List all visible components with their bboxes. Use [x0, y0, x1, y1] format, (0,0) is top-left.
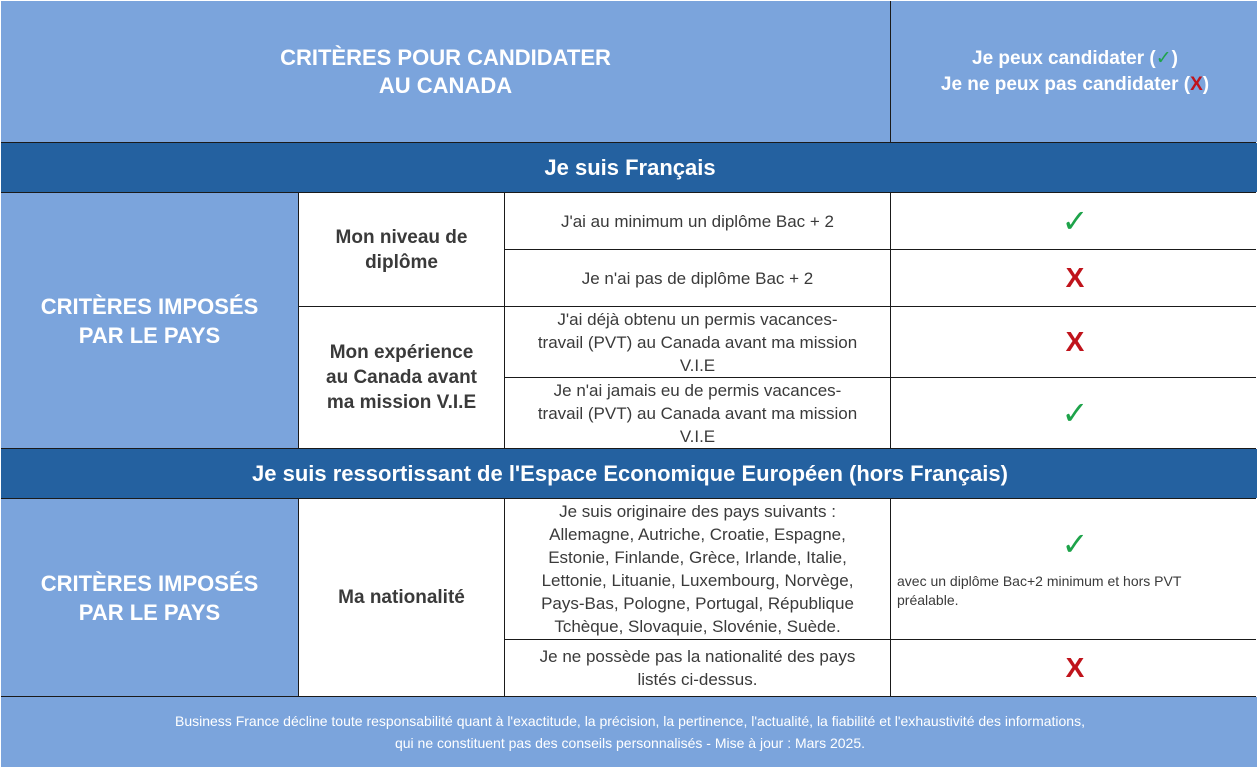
- result-diploma-yes: [891, 193, 1257, 249]
- result-diploma-no: [891, 250, 1257, 306]
- check-icon: ✓: [1061, 395, 1089, 431]
- table-title: [1, 1, 890, 142]
- option-diploma-no: Je n'ai pas de diplôme Bac + 2: [505, 250, 890, 306]
- cross-icon: X: [1065, 326, 1085, 357]
- criteria-table: [1, 1, 1256, 762]
- disclaimer-footer: Business France décline toute responsabilité quant à l'exactitude, la précision, la pertinence, l'actualité, la fiabilité et l'exhaustivité des informations, qui ne constituent pas des conseils personnalisés - Mise à jour : Mars 2025.: [1, 697, 1257, 767]
- check-icon: ✓: [1061, 203, 1089, 239]
- option-pvt-never: Je n'ai jamais eu de permis vacances- travail (PVT) au Canada avant ma mission V.I.E: [505, 378, 890, 448]
- legend-yes: Je peux candidater (✓): [972, 47, 1178, 69]
- side-label-country-criteria-eea: CRITÈRES IMPOSÉS PAR LE PAYS: [1, 499, 298, 696]
- criterion-nationality: Ma nationalité: [299, 499, 504, 696]
- section-heading-eea: Je suis ressortissant de l'Espace Economique Européen (hors Français): [1, 449, 1257, 498]
- table-title-line1: CRITÈRES POUR CANDIDATER: [280, 44, 611, 70]
- cross-icon: X: [1065, 262, 1085, 293]
- result-eligible-countries: [891, 499, 1257, 639]
- result-pvt-never: [891, 378, 1257, 448]
- cross-icon: X: [1190, 73, 1203, 95]
- option-other-nationality: Je ne possède pas la nationalité des pays listés ci-dessus.: [505, 640, 890, 696]
- legend: [891, 1, 1257, 142]
- cross-icon: X: [1065, 652, 1085, 683]
- option-pvt-obtained: J'ai déjà obtenu un permis vacances- travail (PVT) au Canada avant ma mission V.I.E: [505, 307, 890, 377]
- criterion-diploma: Mon niveau de diplôme: [299, 193, 504, 306]
- criterion-experience: Mon expérience au Canada avant ma mission V.I.E: [299, 307, 504, 448]
- section-heading-french: Je suis Français: [1, 143, 1257, 192]
- check-icon: ✓: [1061, 526, 1089, 562]
- side-label-country-criteria: CRITÈRES IMPOSÉS PAR LE PAYS: [1, 193, 298, 448]
- check-icon: ✓: [1155, 47, 1172, 69]
- option-eligible-countries: Je suis originaire des pays suivants : Allemagne, Autriche, Croatie, Espagne, Estonie, Finlande, Grèce, Irlande, Italie, Lettonie, Lituanie, Luxembourg, Norvège, Pays-Bas, Pologne, Portugal, République Tchèque, Slovaquie, Slovénie, Suède.: [505, 499, 890, 639]
- condition-note: avec un diplôme Bac+2 minimum et hors PVT préalable.: [897, 573, 1182, 608]
- result-other-nationality: [891, 640, 1257, 696]
- table-title-line2: AU CANADA: [378, 72, 513, 98]
- result-pvt-obtained: [891, 307, 1257, 377]
- legend-no: Je ne peux pas candidater (X): [940, 73, 1210, 95]
- option-diploma-yes: J'ai au minimum un diplôme Bac + 2: [505, 193, 890, 249]
